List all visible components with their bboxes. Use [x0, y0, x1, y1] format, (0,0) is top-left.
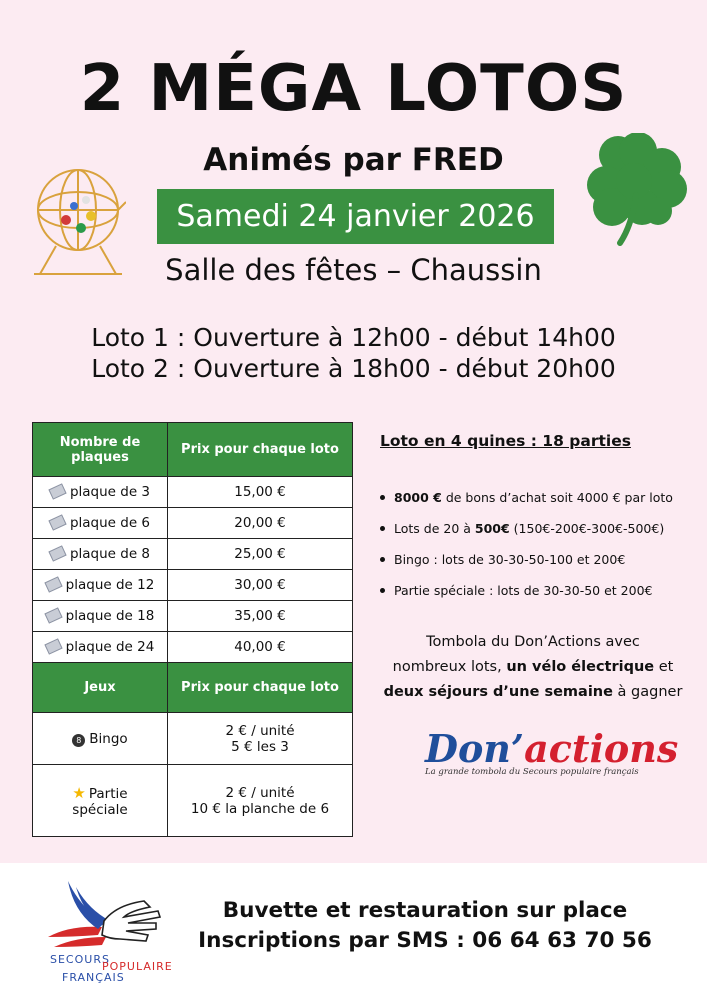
star-icon: ★: [72, 783, 86, 802]
venue-text: Salle des fêtes – Chaussin: [165, 253, 542, 287]
list-item: [380, 544, 673, 575]
price-cell: 15,00 €: [168, 477, 353, 508]
game-price-line: 2 € / unité: [225, 784, 295, 801]
bullet-bold: 8000 €: [394, 490, 442, 505]
table-row: [33, 508, 353, 539]
footer: [0, 863, 707, 1000]
price-table: [32, 422, 353, 837]
bullet-text: Lots de 20 à: [394, 521, 475, 536]
donactions-brand-part: actions: [524, 726, 679, 771]
game-price-cell: [168, 765, 353, 837]
tombola-text-part: et: [654, 659, 674, 675]
plate-cell: [33, 539, 168, 570]
price-cell: 20,00 €: [168, 508, 353, 539]
tombola-text: [372, 630, 694, 705]
price-cell: 30,00 €: [168, 570, 353, 601]
schedule-line-2: Loto 2 : Ouverture à 18h00 - début 20h00: [91, 354, 616, 383]
plate-label: plaque de 18: [65, 608, 155, 624]
list-item: [380, 575, 673, 606]
ticket-icon: [48, 545, 66, 561]
donactions-brand-part: Don’: [425, 726, 525, 771]
date-banner: Samedi 24 janvier 2026: [157, 189, 554, 244]
schedule-line-1: Loto 1 : Ouverture à 12h00 - début 14h00: [91, 323, 616, 352]
game-price-line: 2 € / unité: [225, 722, 295, 739]
game-label: spéciale: [72, 801, 128, 818]
plate-label: plaque de 8: [69, 546, 151, 562]
logo-word: FRANÇAIS: [62, 971, 125, 984]
plate-cell: [33, 632, 168, 663]
price-cell: 35,00 €: [168, 601, 353, 632]
plate-cell: [33, 570, 168, 601]
table-row: [33, 477, 353, 508]
game-label: Partie: [88, 785, 128, 802]
ticket-icon: [48, 483, 66, 499]
header-plates-label: Nombre de plaques: [59, 434, 141, 465]
games-header-row: [33, 663, 353, 713]
footer-line-1: Buvette et restauration sur place: [222, 898, 628, 923]
price-cell: 40,00 €: [168, 632, 353, 663]
tombola-line: [372, 680, 694, 705]
bullet-icon: [380, 526, 385, 531]
tombola-bold: un vélo électrique: [506, 659, 655, 675]
table-row: [33, 570, 353, 601]
header-games-price: Prix pour chaque loto: [168, 663, 353, 713]
quines-title: Loto en 4 quines : 18 parties: [380, 432, 631, 450]
bullet-bold: 500€: [474, 521, 510, 536]
game-cell: [33, 765, 168, 837]
tombola-text-part: nombreux lots,: [392, 659, 507, 675]
game-label: Bingo: [89, 730, 128, 747]
price-cell: 25,00 €: [168, 539, 353, 570]
tombola-line: [372, 655, 694, 680]
header-games: Jeux: [33, 663, 168, 713]
poster-title: 2 MÉGA LOTOS: [79, 52, 628, 126]
bullet-icon: [380, 557, 385, 562]
game-price-cell: [168, 713, 353, 765]
table-header-row: [33, 423, 353, 477]
game-price-line: 5 € les 3: [231, 738, 289, 755]
tombola-text-part: à gagner: [612, 684, 683, 700]
bullet-icon: [380, 588, 385, 593]
plate-label: plaque de 12: [65, 577, 155, 593]
plate-label: plaque de 3: [69, 484, 151, 500]
logo-word: SECOURS: [50, 953, 110, 966]
game-cell: [33, 713, 168, 765]
list-item: [380, 513, 673, 544]
bullet-text: (150€-200€-300€-500€): [509, 521, 665, 536]
donactions-brand: [425, 726, 679, 771]
footer-info: [180, 896, 670, 956]
game-price-line: 10 € la planche de 6: [190, 800, 330, 817]
table-row: [33, 765, 353, 837]
plate-cell: [33, 508, 168, 539]
bullet-text: de bons d’achat soit 4000 € par loto: [441, 490, 673, 505]
plate-label: plaque de 24: [65, 639, 155, 655]
ticket-icon: [44, 607, 62, 623]
footer-line-2: Inscriptions par SMS : 06 64 63 70 56: [198, 928, 652, 953]
plate-label: plaque de 6: [69, 515, 151, 531]
ticket-icon: [44, 576, 62, 592]
poster-subtitle: Animés par FRED: [203, 142, 504, 178]
bullet-text: Bingo : lots de 30-30-50-100 et 200€: [394, 552, 626, 567]
bingo-ball-icon: 8: [72, 734, 85, 747]
bullet-text: Partie spéciale : lots de 30-30-50 et 200€: [394, 583, 653, 598]
plate-cell: [33, 477, 168, 508]
tombola-line: Tombola du Don’Actions avec: [426, 634, 640, 650]
logo-word: POPULAIRE: [102, 960, 173, 973]
bullet-icon: [380, 495, 385, 500]
secours-populaire-logo: [40, 877, 180, 987]
table-row: [33, 632, 353, 663]
table-row: [33, 539, 353, 570]
donactions-logo: [425, 726, 679, 789]
table-row: [33, 713, 353, 765]
plate-cell: [33, 601, 168, 632]
schedule: [0, 322, 707, 384]
header-price: Prix pour chaque loto: [168, 423, 353, 477]
donactions-tagline: La grande tombola du Secours populaire français: [425, 767, 639, 777]
list-item: [380, 482, 673, 513]
table-row: [33, 601, 353, 632]
tombola-bold: deux séjours d’une semaine: [383, 684, 613, 700]
prizes-list: [380, 482, 673, 606]
ticket-icon: [44, 638, 62, 654]
ticket-icon: [48, 514, 66, 530]
header-plates: [33, 423, 168, 477]
